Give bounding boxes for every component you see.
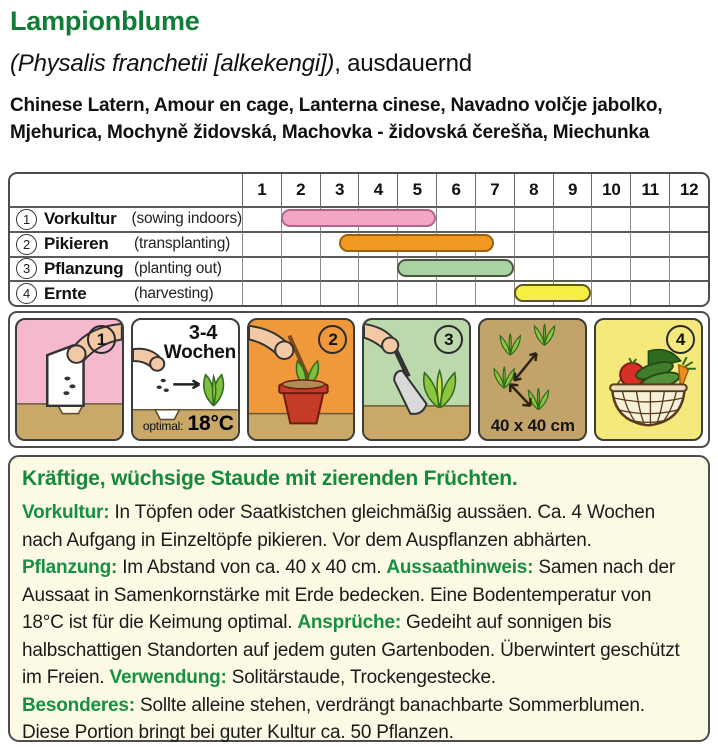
calendar-row-subtitle: (planting out): [134, 259, 222, 277]
sowing-calendar: [8, 172, 710, 307]
description-text: In Töpfen oder Saatkistchen gleichmäßig aussäen. Ca. 4 Wochen nach Aufgang in Einzeltöpfe pikieren. Vor dem Auspflanzen abhärten.: [22, 502, 655, 551]
picto-germination: [131, 318, 240, 441]
month-header: 1: [242, 174, 281, 206]
description-keyword: Ansprüche:: [297, 612, 401, 633]
optimal-temperature: [133, 412, 234, 436]
description-paragraph: [22, 499, 696, 554]
calendar-cell: [397, 256, 436, 281]
description-keyword: Vorkultur:: [22, 502, 110, 523]
calendar-row-subtitle: (sowing indoors): [131, 210, 242, 228]
description-keyword: Aussaathinweis:: [386, 557, 534, 578]
calendar-row-subtitle: (harvesting): [134, 284, 214, 302]
description-paragraph: [22, 692, 696, 747]
calendar-cell: [591, 256, 630, 281]
calendar-grid: [10, 174, 708, 305]
calendar-cell: [591, 231, 630, 256]
step-number-circle: 4: [16, 283, 37, 304]
calendar-cell: [281, 231, 320, 256]
description-headline: Kräftige, wüchsige Staude mit zierenden Früchten.: [22, 467, 518, 490]
calendar-cell: [669, 256, 708, 281]
calendar-row-label: [10, 280, 242, 305]
calendar-cell: [320, 280, 359, 305]
step-number-circle: 3: [16, 258, 37, 279]
botanical-name-line: [10, 50, 472, 78]
step-badge-2: 2: [318, 325, 347, 354]
calendar-cell: [591, 280, 630, 305]
month-header: 8: [514, 174, 553, 206]
synonyms-line-1: Chinese Latern, Amour en cage, Lanterna cinese, Navadno volčje jabolko,: [10, 95, 663, 116]
description-text: Sollte alleine stehen, verdrängt banachbarte Sommerblumen. Diese Portion bringt bei guter Kultur ca. 50 Pflanzen.: [22, 694, 645, 743]
weeks-text-line2: Wochen: [163, 342, 237, 363]
calendar-cell: [242, 280, 281, 305]
calendar-cell: [358, 256, 397, 281]
optimal-value: 18°C: [187, 412, 234, 435]
calendar-row-label: [10, 256, 242, 281]
calendar-cell: [397, 231, 436, 256]
calendar-cell: [553, 280, 592, 305]
calendar-row-subtitle: (transplanting): [134, 235, 231, 253]
calendar-cell: [475, 206, 514, 231]
calendar-cell: [553, 206, 592, 231]
calendar-cell: [630, 231, 669, 256]
calendar-cell: [669, 280, 708, 305]
calendar-cell: [397, 206, 436, 231]
calendar-cell: [475, 231, 514, 256]
description-keyword: Pflanzung:: [22, 557, 118, 578]
month-header: 12: [669, 174, 708, 206]
calendar-cell: [475, 280, 514, 305]
description-keyword: Besonderes:: [22, 694, 135, 716]
step-badge-1: 1: [87, 325, 116, 354]
calendar-cell: [436, 206, 475, 231]
calendar-row-name: Pflanzung: [44, 258, 124, 278]
calendar-cell: [514, 256, 553, 281]
month-header: 2: [281, 174, 320, 206]
calendar-corner: [10, 174, 242, 206]
description-keyword: Verwendung:: [109, 667, 227, 688]
weeks-text-line1: 3-4: [188, 322, 218, 344]
calendar-cell: [669, 231, 708, 256]
calendar-cell: [630, 280, 669, 305]
calendar-cell: [281, 280, 320, 305]
picto-sow-indoors: [15, 318, 124, 441]
pictogram-strip: [8, 311, 710, 448]
calendar-cell: [436, 256, 475, 281]
calendar-cell: [630, 206, 669, 231]
calendar-cell: [397, 280, 436, 305]
description-body: [22, 499, 696, 747]
calendar-cell: [514, 206, 553, 231]
calendar-cell: [553, 256, 592, 281]
calendar-cell: [630, 256, 669, 281]
calendar-cell: [553, 231, 592, 256]
calendar-cell: [669, 206, 708, 231]
calendar-row-label: [10, 206, 242, 231]
description-text: Solitärstaude, Trockengestecke.: [226, 667, 496, 688]
picto-plant-out: [362, 318, 471, 441]
calendar-cell: [358, 206, 397, 231]
month-header: 7: [475, 174, 514, 206]
month-header: 3: [320, 174, 359, 206]
calendar-cell: [436, 280, 475, 305]
picto-transplant: [247, 318, 356, 441]
month-header: 11: [630, 174, 669, 206]
synonym-names: [10, 92, 662, 146]
step-badge-4: 4: [666, 325, 695, 354]
description-text: Gedeiht auf sonnigen bis halbschattigen Standorten auf jedem guten Gartenboden. Überwintert geschützt im Freien.: [22, 612, 680, 688]
calendar-cell: [281, 206, 320, 231]
calendar-cell: [242, 231, 281, 256]
calendar-cell: [320, 206, 359, 231]
calendar-cell: [591, 206, 630, 231]
calendar-cell: [320, 256, 359, 281]
calendar-cell: [281, 256, 320, 281]
month-header: 10: [591, 174, 630, 206]
calendar-cell: [320, 231, 359, 256]
step-number-circle: 2: [16, 234, 37, 255]
spacing-label: 40 x 40 cm: [490, 416, 575, 435]
calendar-cell: [514, 280, 553, 305]
step-number-circle: 1: [16, 209, 37, 230]
calendar-row-name: Ernte: [44, 283, 87, 303]
month-header: 5: [397, 174, 436, 206]
month-header: 9: [553, 174, 592, 206]
month-header: 6: [436, 174, 475, 206]
description-box: [8, 455, 710, 742]
calendar-row-name: Vorkultur: [44, 209, 117, 229]
calendar-row-label: [10, 231, 242, 256]
page-title: Lampionblume: [10, 6, 200, 36]
description-text: Samen nach der Aussaat in Samenkornstärke mit Erde bedecken. Eine Bodentemperatur von 18°C ist für die Keimung optimal.: [22, 557, 675, 633]
month-header: 4: [358, 174, 397, 206]
calendar-cell: [436, 231, 475, 256]
calendar-cell: [358, 231, 397, 256]
calendar-cell: [358, 280, 397, 305]
botanical-name: (Physalis franchetii [alkekengi]): [10, 50, 335, 77]
calendar-cell: [475, 256, 514, 281]
description-paragraph: [22, 554, 696, 692]
synonyms-line-2: Mjehurica, Mochyně židovská, Machovka - židovská čerešňa, Miechunka: [10, 122, 650, 143]
step-badge-3: 3: [434, 325, 463, 354]
calendar-cell: [242, 256, 281, 281]
calendar-row-name: Pikieren: [44, 234, 109, 254]
picto-harvest: [594, 318, 703, 441]
calendar-cell: [514, 231, 553, 256]
description-text: Im Abstand von ca. 40 x 40 cm.: [117, 557, 387, 578]
optimal-label: optimal:: [142, 419, 184, 433]
botanical-suffix: , ausdauernd: [334, 50, 472, 77]
picto-spacing: [478, 318, 587, 441]
calendar-cell: [242, 206, 281, 231]
